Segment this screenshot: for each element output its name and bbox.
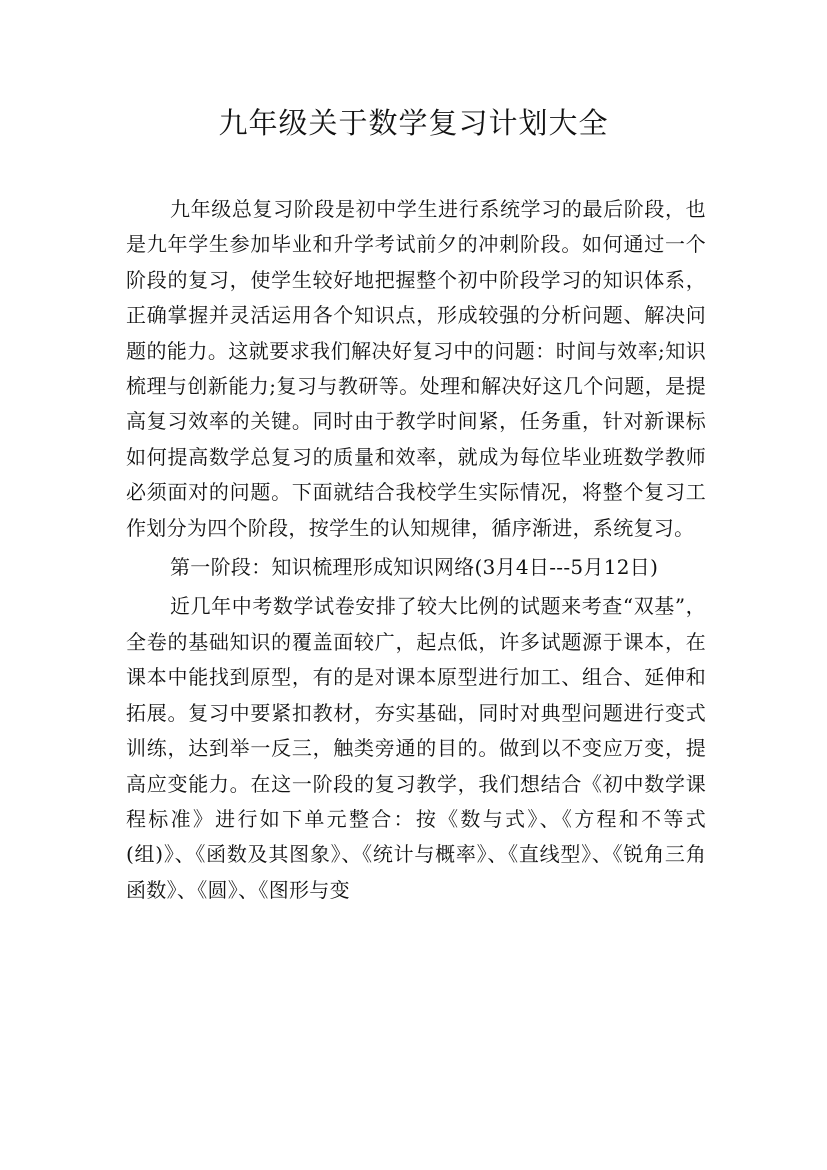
paragraph-intro: 九年级总复习阶段是初中学生进行系统学习的最后阶段，也是九年学生参加毕业和升学考试前夕的冲刺阶段。如何通过一个阶段的复习，使学生较好地把握整个初中阶段学习的知识体系，正确掌握并灵活运用各个知识点，形成较强的分析问题、解决问题的能力。这就要求我们解决好复习中的问题：时间与效率;知识梳理与创新能力;复习与教研等。处理和解决好这几个问题，是提高复习效率的关键。同时由于教学时间紧，任务重，针对新课标如何提高数学总复习的质量和效率，就成为每位毕业班数学教师必须面对的问题。下面就结合我校学生实际情况，将整个复习工作划分为四个阶段，按学生的认知规律，循序渐进，系统复习。 <box>126 197 706 540</box>
paragraph-stage-one-body: 近几年中考数学试卷安排了较大比例的试题来考查“双基”，全卷的基础知识的覆盖面较广，起点低，许多试题源于课本，在课本中能找到原型，有的是对课本原型进行加工、组合、延伸和拓展。复习中要紧扣教材，夯实基础，同时对典型问题进行变式训练，达到举一反三，触类旁通的目的。做到以不变应万变，提高应变能力。在这一阶段的复习教学，我们想结合《初中数学课程标准》进行如下单元整合：按《数与式》、《方程和不等式(组)》、《函数及其图象》、《统计与概率》、《直线型》、《锐角三角函数》、《圆》、《图形与变 <box>126 594 706 902</box>
paragraph-stage-one-heading: 第一阶段：知识梳理形成知识网络(3月4日---5月12日) <box>170 555 659 580</box>
document-title: 九年级关于数学复习计划大全 <box>218 106 609 140</box>
document-body <box>126 192 706 908</box>
